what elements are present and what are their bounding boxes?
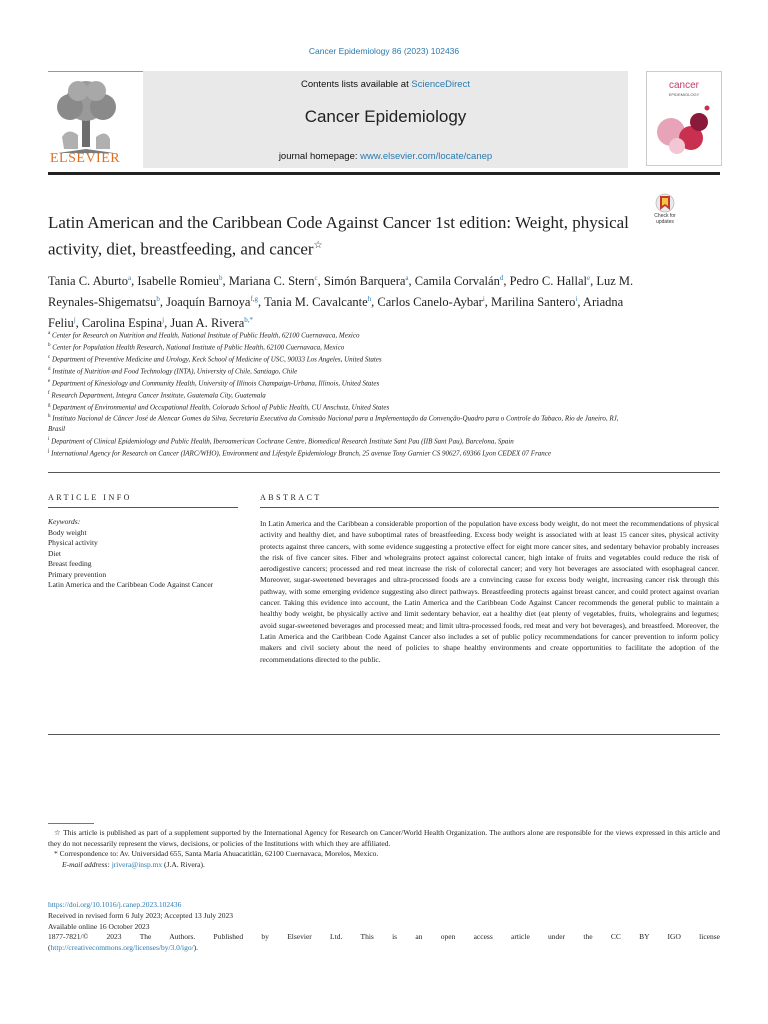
license-line: 1877-7821/© 2023 The Authors. Published by Elsevier Ltd. This is an open access article under the CC BY IGO license bbox=[48, 932, 720, 942]
author-affiliation-mark[interactable]: a bbox=[128, 274, 132, 282]
author-name[interactable]: Carolina Espina bbox=[81, 316, 163, 331]
affiliation-mark: j bbox=[48, 448, 50, 454]
author-name[interactable]: Ariadna Feliu bbox=[48, 295, 624, 331]
affiliation-text: Department of Preventive Medicine and Urology, Keck School of Medicine of USC, 90033 Los Angeles, United States bbox=[51, 355, 382, 364]
footnotes bbox=[48, 828, 720, 870]
author-name[interactable]: Carlos Canelo-Aybar bbox=[377, 295, 483, 310]
affiliation-text: Center for Research on Nutrition and Health, National Institute of Public Health, 62100 Cuernavaca, Mexico bbox=[51, 331, 360, 340]
journal-header bbox=[48, 71, 628, 168]
abstract-bottom-rule bbox=[48, 734, 720, 735]
affiliation-item bbox=[48, 412, 628, 435]
keyword-item: Breast feeding bbox=[48, 559, 92, 568]
keyword-item: Body weight bbox=[48, 527, 87, 537]
correspondence-footnote bbox=[48, 849, 720, 860]
correspondence-mark: * bbox=[54, 849, 58, 858]
homepage-prefix: journal homepage: bbox=[278, 151, 361, 162]
affiliation-text: Department of Clinical Epidemiology and Public Health, Iberoamerican Cochrane Centre, Biomedical Research Institute Sant Pau (IIB Sant Pau), Barcelona, Spain bbox=[51, 437, 514, 446]
author-affiliation-mark[interactable]: b bbox=[218, 274, 223, 282]
author-affiliation-mark[interactable]: j bbox=[162, 316, 165, 325]
affiliation-mark: h bbox=[48, 414, 51, 420]
contents-prefix: Contents lists available at bbox=[301, 79, 412, 90]
check-for-updates-badge[interactable] bbox=[646, 193, 684, 231]
affiliation-item bbox=[48, 341, 628, 353]
affiliation-mark: b bbox=[48, 342, 51, 348]
author-affiliation-mark[interactable]: i bbox=[575, 295, 578, 304]
affiliation-text: Instituto Nacional de Câncer José de Alencar Gomes da Silva, Secretaria Executiva da Comissão Nacional para a Implementação da Convenção-Quadro para o Controle do Tabaco, Rio de Janeiro, RJ, Brasil bbox=[48, 414, 619, 434]
received-line: Received in revised form 6 July 2023; Accepted 13 July 2023 bbox=[48, 910, 233, 920]
author-name[interactable]: Tania M. Cavalcante bbox=[264, 295, 368, 310]
affiliation-list bbox=[48, 329, 628, 459]
correspondence-text: Correspondence to: Av. Universidad 655, Santa María Ahuacatitlán, 62100 Cuernavaca, Morelos, Mexico. bbox=[59, 849, 379, 858]
author-name[interactable]: Camila Corvalán bbox=[414, 274, 500, 289]
author-affiliation-mark[interactable]: e bbox=[587, 274, 591, 282]
keywords-label: Keywords: bbox=[48, 517, 81, 526]
affiliation-item bbox=[48, 377, 628, 389]
check-line-1: Check for bbox=[654, 213, 676, 219]
article-title bbox=[48, 211, 638, 261]
title-footnote-mark[interactable]: ☆ bbox=[313, 240, 323, 251]
header-thick-rule bbox=[48, 172, 720, 175]
email-line bbox=[48, 860, 720, 871]
author-affiliation-mark[interactable]: a bbox=[405, 274, 409, 282]
author-name[interactable]: Simón Barquera bbox=[323, 274, 406, 289]
author-affiliation-mark[interactable]: b,* bbox=[244, 316, 254, 325]
affiliation-text: International Agency for Research on Cancer (IARC/WHO), Environment and Lifestyle Epidemiology Branch, 25 avenue Tony Garnier CS 90627, 69366 Lyon CEDEX 07 France bbox=[51, 449, 552, 458]
journal-cover-thumbnail[interactable] bbox=[646, 71, 722, 166]
homepage-line bbox=[143, 151, 628, 162]
cover-title: cancer bbox=[668, 80, 699, 91]
available-line: Available online 16 October 2023 bbox=[48, 921, 150, 931]
affiliation-mark: f bbox=[48, 390, 50, 396]
footnote-rule bbox=[48, 823, 94, 824]
article-info-heading: ARTICLE INFO bbox=[48, 493, 132, 502]
affiliation-item bbox=[48, 401, 628, 413]
affiliation-mark: d bbox=[48, 366, 51, 372]
funding-footnote-text: This article is published as part of a supplement supported by the International Agency for Research on Cancer/World Health Organization. The authors alone are responsible for the views expressed in this article and they do not necessarily represent the views, decisions, or policies of the Institutions with which they are affiliated. bbox=[48, 828, 720, 848]
author-name[interactable]: Mariana C. Stern bbox=[228, 274, 315, 289]
funding-footnote bbox=[48, 828, 720, 849]
affiliation-text: Center for Population Health Research, National Institute of Public Health, 62100 Cuernavaca, Mexico bbox=[52, 343, 345, 352]
article-title-text: Latin American and the Caribbean Code Against Cancer 1st edition: Weight, physical activity, diet, breastfeeding, and cancer bbox=[48, 213, 629, 259]
abstract-heading: ABSTRACT bbox=[260, 493, 322, 502]
affiliation-text: Research Department, Integra Cancer Institute, Guatemala City, Guatemala bbox=[51, 390, 266, 399]
publisher-name: ELSEVIER bbox=[50, 151, 121, 166]
abstract-heading-rule bbox=[260, 507, 719, 508]
homepage-link[interactable]: www.elsevier.com/locate/canep bbox=[360, 151, 493, 162]
affiliation-item bbox=[48, 435, 628, 447]
info-heading-rule bbox=[48, 507, 238, 508]
affiliation-text: Institute of Nutrition and Food Technology (INTA), University of Chile, Santiago, Chile bbox=[52, 367, 298, 376]
author-name[interactable]: Joaquín Barnoya bbox=[166, 295, 251, 310]
affiliation-mark: c bbox=[48, 354, 51, 360]
affiliation-text: Department of Environmental and Occupational Health, Colorado School of Public Health, CU Anschutz, United States bbox=[52, 402, 390, 411]
keyword-item: Latin America and the Caribbean Code Against Cancer bbox=[48, 580, 214, 589]
affiliation-item bbox=[48, 447, 628, 459]
author-affiliation-mark[interactable]: i bbox=[482, 295, 485, 304]
affiliation-item bbox=[48, 353, 628, 365]
license-link[interactable]: http://creativecommons.org/licenses/by/3.0/igo/ bbox=[50, 943, 194, 953]
author-affiliation-mark[interactable]: f,g bbox=[250, 295, 259, 304]
keyword-item: Primary prevention bbox=[48, 569, 107, 579]
license-close: ). bbox=[193, 943, 199, 953]
affiliation-item bbox=[48, 365, 628, 377]
affiliation-text: Department of Kinesiology and Community Health, University of Illinois Champaign-Urbana, Illinois, United States bbox=[51, 379, 380, 388]
abstract-text: In Latin America and the Caribbean a considerable proportion of the population have excess body weight, do not meet the recommendations of physical activity and healthy diet, and have suboptimal rates of breastfeeding. Excess body weight is associated with at least 15 cancer sites, physical activity protects against three cancers, with some evidence suggesting a protective effect for eight more cancer sites, and sedentary behavior probably increases the risk of five cancer sites. Fiber and wholegrains protect against colorectal cancer, high intake of fruits and vegetables could reduce the risk of aerodigestive cancers; processed and red meat increase the risk of colorectal cancer; and very hot beverages are associated with esophageal cancer. Moreover, sugar-sweetened beverages and ultra-processed foods are a convincing cause for excess body weight, increasing cancer risk through this pathway, with some emerging evidence suggesting also direct pathways. Breastfeeding protects against breast cancer, and could protect against ovarian cancer. Taking this evidence into account, the Latin America and the Caribbean Code Against Cancer recommends the general public to maintain a healthy body weight, be physically active and limit sedentary behavior, eat a healthy diet (eat plenty of vegetables, fruits, wholegrains and legumes; avoid sugar-sweetened beverages and processed meat; and limit ultra-processed foods, red meat and very hot beverages), and breastfeed. Moreover, the Latin America and the Caribbean Code Against Cancer also includes a set of public policy recommendations for cancer prevention to inform policy makers and civil society about the need of policies to shape healthy environments and create opportunities to facilitate the adoption of the recommendations directed to the public. bbox=[260, 519, 719, 664]
affiliation-mark: e bbox=[48, 378, 51, 384]
journal-citation[interactable]: Cancer Epidemiology 86 (2023) 102436 bbox=[308, 46, 460, 56]
keyword-item: Physical activity bbox=[48, 538, 98, 547]
journal-name: Cancer Epidemiology bbox=[304, 107, 467, 126]
contents-line bbox=[143, 79, 628, 90]
author-affiliation-mark[interactable]: j bbox=[73, 316, 76, 325]
author-name[interactable]: Pedro C. Hallal bbox=[509, 274, 587, 289]
author-name[interactable]: Juan A. Rivera bbox=[170, 316, 245, 331]
sciencedirect-link[interactable]: ScienceDirect bbox=[411, 79, 470, 90]
email-owner: (J.A. Rivera). bbox=[162, 859, 205, 869]
doi-link[interactable]: https://doi.org/10.1016/j.canep.2023.102436 bbox=[48, 900, 182, 909]
cover-art bbox=[647, 100, 721, 162]
author-affiliation-mark[interactable]: b bbox=[156, 295, 160, 304]
author-name[interactable]: Marilina Santero bbox=[491, 295, 576, 310]
keywords-block bbox=[48, 517, 238, 591]
keyword-item: Diet bbox=[48, 548, 61, 558]
cover-subtitle: EPIDEMIOLOGY bbox=[668, 92, 700, 97]
affiliation-mark: g bbox=[48, 402, 51, 408]
author-name[interactable]: Luz M. Reynales-Shigematsu bbox=[48, 274, 634, 310]
check-for-updates-text bbox=[646, 214, 684, 225]
author-affiliation-mark[interactable]: d bbox=[499, 274, 504, 282]
author-affiliation-mark[interactable]: h bbox=[367, 295, 372, 304]
author-name[interactable]: Isabelle Romieu bbox=[137, 274, 219, 289]
check-line-2: updates bbox=[656, 218, 674, 225]
affiliation-item bbox=[48, 329, 628, 341]
funding-footnote-mark: ☆ bbox=[54, 828, 62, 837]
info-top-rule bbox=[48, 472, 720, 473]
email-link[interactable]: jrivera@insp.mx bbox=[111, 859, 163, 869]
affiliation-item bbox=[48, 389, 628, 401]
email-label: E-mail address: bbox=[62, 859, 112, 869]
bookmark-icon bbox=[646, 193, 684, 215]
author-affiliation-mark[interactable]: c bbox=[314, 274, 318, 282]
license-url-line: (http://creativecommons.org/licenses/by/3.0/igo/). bbox=[48, 943, 199, 953]
affiliation-mark: i bbox=[48, 436, 50, 442]
author-name[interactable]: Tania C. Aburto bbox=[48, 274, 129, 289]
article-history bbox=[48, 900, 720, 954]
author-list: Tania C. Aburto$^a$, Isabelle Romieu$^b$, Mariana C. Stern$^c$, Simón Barquera$^a$, Camila Corvalán$^d$, Pedro C. Hallal$^e$, Luz M. Reynales-Shigematsu$^b$, Joaquín Barnoya$^{f,g}$, Tania M. Cavalcante$^h$, Carlos Canelo-Aybar$^i$, Marilina Santero$^i$, Ariadna Feliu$^j$, Carolina Espina$^j$, Juan A. Rivera$^{b,*}$ bbox=[48, 274, 634, 331]
affiliation-mark: a bbox=[48, 331, 51, 336]
